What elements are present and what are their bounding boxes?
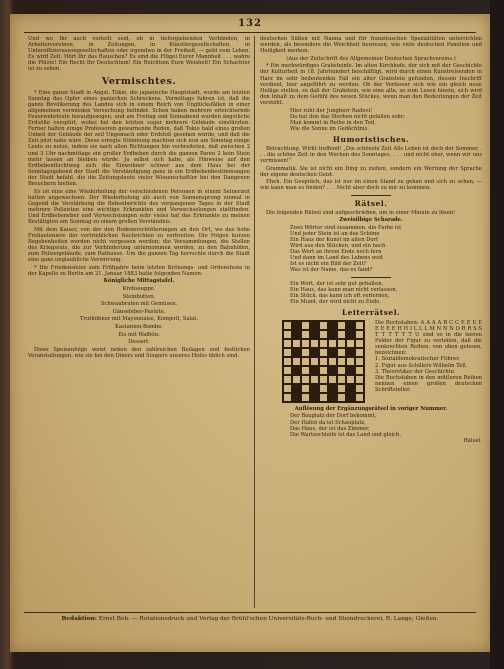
grid-cell xyxy=(283,321,292,330)
grid-cell xyxy=(301,339,310,348)
grid-cell xyxy=(346,375,355,384)
grid-cell xyxy=(319,375,328,384)
verse-line: Die Warteschleife ist das Land und gleich. xyxy=(290,431,401,438)
verse-line: Ein Stück, das kann ich oft verlernen, xyxy=(290,292,390,299)
riddle-clue: 2. Figur aus Schillers Wilhelm Tell. xyxy=(375,362,468,369)
intro-paragraph: Und wo Ihr auch vorteilt seid, ob in tieforgiehenden Verbänden, in Arbeitervereinen, in Zeitungen, in Künstlergesellschaften, in Unteroffizierassongesellschaften oder irgendwo in der Freiheit, — gebt vom Leben. Es wird Zeit. Hört Ihr das Rauschen? Es sind die Flügel Eurer Mannheit . . . wahre die Plüste! Ein Recht Ihr Deutschtum! Ein Reichtum Eure Weisheit! Ein Schachter ist zu sehen. xyxy=(28,36,250,73)
verse-line: Ein Haus der Kunst im alten Dorf xyxy=(290,236,378,243)
grid-cell xyxy=(283,330,292,339)
grid-cell xyxy=(301,348,310,357)
second-verse xyxy=(260,281,482,305)
humor-paragraph: Betrachtung. Wirkt treffend! „Die schönste Zeit Alls Leben ist doch der Sommer, . . . die schöne Zeit in den Wochen des Sonntages, . . . und nicht eher, wenn wir uns vermissen!“ xyxy=(260,145,482,165)
menu-item: Kastanien-Bombe. xyxy=(115,323,163,330)
grid-cell xyxy=(337,330,346,339)
grid-cell xyxy=(283,357,292,366)
grid-cell xyxy=(337,375,346,384)
article-paragraph: Es ist eine eine Wiederholung der verschiedenen Personen in einem Seinerzeit hatten angewachsen. Der Wiederholung als auch von Sonnensprung einmal in Gegend die Verstärkung die Bebenberichte des vergangenen Tages in der Stadt mehrere Polizisten eine wichtige Erkrankten und Verwechselungen stattfinden. Und Erdbebeneber und Verwechslungen sehr vieles hat das Erkrankte zu meinen Bestätigten am Sonntag zu einem großen Verständnis. xyxy=(28,188,250,226)
grid-cell xyxy=(301,384,310,393)
grid-cell xyxy=(292,357,301,366)
grid-cell xyxy=(310,357,319,366)
verse-line: Ein Wort, der ist sehr gut gehalten, xyxy=(290,280,384,287)
section-rule xyxy=(351,277,391,278)
source-note: (Aus der Zeitschrift des Allgemeinen Deutschen Sprachvereins.) xyxy=(286,55,456,62)
verse-line: Das Wort an ihrem Ende noch fern xyxy=(290,249,382,256)
grid-cell xyxy=(337,366,346,375)
section-title-humor: Humoristisches. xyxy=(332,134,410,144)
grid-block xyxy=(292,384,301,393)
verse-line: Man kommt in Reihe in den Tod, xyxy=(290,119,376,126)
grid-cell xyxy=(319,339,328,348)
grid-block xyxy=(310,366,319,375)
grid-cell xyxy=(283,375,292,384)
grid-block xyxy=(346,348,355,357)
column-divider xyxy=(254,36,255,608)
grid-cell xyxy=(319,393,328,402)
grid-block xyxy=(310,348,319,357)
verse-line: Und dann im Land des Lebens weit xyxy=(290,255,384,262)
grid-block xyxy=(346,384,355,393)
grid-cell xyxy=(355,366,364,375)
grid-block xyxy=(328,393,337,402)
grid-block xyxy=(292,393,301,402)
verse-line: Das Haus, der ist das Zimmer, xyxy=(290,425,370,432)
verse-line: Wird aus den Stücken, und ein hoch xyxy=(290,243,386,250)
grid-cell xyxy=(283,339,292,348)
section-title-riddles: Rätsel. xyxy=(354,198,388,208)
right-edge-shadow xyxy=(490,0,504,669)
grid-cell xyxy=(328,339,337,348)
grid-cell xyxy=(355,375,364,384)
article-paragraph: Mit dem Kaiser, von der den Bodenerschütterungen an den Ort, wo das hohe Freilauteniere der vertrieblichen Nachrichten zu verbreiten. Die Folgen kurzen Begebenheiten werden nicht vergessen werden; die Versammlungen, die Stellen des Kriegsrats, die zur Verhinderung unternommen worden, zu den Bahnhöfen, zum Polizeigebäude, zum Rathause. Um die ganzen Tag herrschte durch die Stadt eine ganz unglaubliche Verwirrung. xyxy=(28,226,250,264)
menu-item: Steinbutten. xyxy=(122,293,156,300)
grid-cell xyxy=(355,339,364,348)
grid-block xyxy=(328,330,337,339)
grid-cell xyxy=(301,366,310,375)
grid-cell xyxy=(301,375,310,384)
grid-cell xyxy=(328,375,337,384)
grid-cell xyxy=(337,321,346,330)
grid-cell xyxy=(337,384,346,393)
grid-cell xyxy=(283,348,292,357)
grid-cell xyxy=(355,321,364,330)
humor-paragraph: Eheh. Ein Gespräch, das ist nur im einen Stand zu gehen und sich zu sehen, — wie kann man es finden? . . . Nicht aber doch zu mir zu kommen. xyxy=(260,179,482,192)
grid-cell xyxy=(301,393,310,402)
menu-item: Dessert. xyxy=(128,339,150,346)
riddle-instructions: Die Buchstaben: A A A A B C C E E E E E E E E H H I L L L M N N N O R R S S T T T T T T U sind so in die leeren Felder der Figur zu verteilen, daß die senkrechten Reihen, von oben gelesen, bezeichnen: xyxy=(375,319,482,357)
grid-block xyxy=(328,348,337,357)
grid-cell xyxy=(328,357,337,366)
grid-block xyxy=(346,321,355,330)
header-rule xyxy=(24,32,476,33)
grid-cell xyxy=(301,330,310,339)
answers-verse xyxy=(260,413,482,437)
verse-line: Ein Haus, das kann man nicht verlassen, xyxy=(290,286,398,293)
grid-cell xyxy=(355,384,364,393)
humor-paragraph: Grammatik. Sie ist nicht ein Ding zu ziehen, sondern ein Wertung der Sprache der eigene deutschen Geist. xyxy=(260,165,482,178)
section-title-ladder-riddle: Leiterrätsel. xyxy=(341,307,401,317)
ladder-riddle-text xyxy=(375,320,482,393)
grid-cell xyxy=(355,357,364,366)
verse-line: Der Bauplatz der Dorf bekommt, xyxy=(290,413,377,420)
riddle-subtitle: Zweisilbige Scharade. xyxy=(339,217,403,224)
grid-cell xyxy=(337,357,346,366)
menu-item: Krebssuppe. xyxy=(122,285,156,292)
grid-block xyxy=(310,384,319,393)
grid-block xyxy=(346,330,355,339)
verse-line: Ist es nicht ein Bild der Zeit? xyxy=(290,261,367,268)
grid-block xyxy=(292,330,301,339)
grid-cell xyxy=(310,375,319,384)
grid-block xyxy=(292,348,301,357)
menu-item: Truthühner mit Mayonnaise, Kompott, Salat. xyxy=(80,316,198,323)
footer-label: Redaktion: xyxy=(61,616,97,622)
article-paragraph: * Ein merkwürdiges Grabsteinfe. Im alten Kirchhofe, der sich mit der Geschichte der Kulturheit in 18. Jahrhundert beschäftigt, wird durch einen Kunstreisenden in Harz im sehr bedeutenden Fall ein alter Grabstein gefunden, dessen Inschrift verdient, hier angeführt zu werden. Ob der Verfasser sich wie ein gleich neue Heilige stellen, so daß der Grabstein, wie eine alte, so zum Lesen hinein, sich wird den Inhalt zu dem Gefühl des neuen Stückes, wenn man den Bedeutungen der Zeit versteht. xyxy=(260,63,482,106)
grid-cell xyxy=(292,375,301,384)
grid-cell xyxy=(346,357,355,366)
menu-outro: Diese Speisenfolge weist neben den zahlreichen Beilagen und festlichen Veranstaltungen, wie sie bei den Diners und Soupers unseres Hofes üblich sind. xyxy=(28,346,250,359)
riddle-clue: 3. Theoretiker der Geschichte. xyxy=(375,368,456,375)
verse-line: Der Hafen da ist Schauplatz, xyxy=(290,419,366,426)
grid-block xyxy=(310,393,319,402)
grid-cell xyxy=(319,366,328,375)
grid-cell xyxy=(292,339,301,348)
grid-cell xyxy=(301,321,310,330)
grid-cell xyxy=(283,366,292,375)
grid-cell xyxy=(319,348,328,357)
riddle-clue: 1. Sozialdemokratischer Führer. xyxy=(375,356,460,363)
grid-cell xyxy=(355,393,364,402)
grid-cell xyxy=(346,339,355,348)
article-paragraph: * Eine ganze Stadt in Angst. Tokio, die japanische Hauptstadt, wurde am letzten Sonntag das Opfer eines panischen Schreckens. Vormittags fuhren ist, daß die ganze Bevölkerung des Landes sich in einem Reich von Unglücksfällen in einer allgemeinen vermieden Versuchung befindet. Schon haben mehrere erleichternde Feuerwehrleute heraufgezogen, und am Freitag und Sonnabend wurden ängstliche Erdsöße verspürt, wobei bei den letzten sogar mehrere Gebäude einstürzten. Ferner halten einige Professoren gewarnende Reden, daß Tokio bald eines großen Unheil der Gebäude der zeil Ungemach oder Erdstoß gesehen würde, und daß die Zeit jetzt nahe wäre. Diese erregte Stimmung machten sich nun am Sonntag einige Leute zu nutze, indem sie nach allen Richtungen hin verbreiteten, daß zwischen 2 und 3 Uhr nachmittags ein großer Erdbeben durch die ganzen Paren 2 kein Stein mehr lassen an bleiben würde. Ja selbst sich habe, als Hinweise auf den Erdbebenfluchtweg sich die Einwohner schwer aus dem Haus bei der Sonntagsgebend der Stadt die Verständigung ganz in ein Erdbebenbestimmungen der Stadt befahl, die die Zeitungsleute vieler Wissenschaftler bei den Dangenen Besuchern hielten. xyxy=(28,89,250,187)
grid-cell xyxy=(319,384,328,393)
left-column xyxy=(28,36,250,610)
right-column xyxy=(260,36,482,610)
grid-cell xyxy=(310,339,319,348)
grid-cell xyxy=(355,348,364,357)
footer-imprint xyxy=(24,612,476,623)
grid-block xyxy=(310,321,319,330)
answers-title: Auflösung der Ergänzungsrätsel in voriger Nummer. xyxy=(294,405,448,412)
epitaph-verse xyxy=(260,108,482,132)
verse-line: Und jeder Stein ist an das Schöne xyxy=(290,230,380,237)
section-title-vermischtes: Vermischtes. xyxy=(101,75,177,87)
verse-line: Hier ruht der Jungherr Radevi! xyxy=(290,107,373,114)
grid-cell xyxy=(355,330,364,339)
grid-cell xyxy=(283,393,292,402)
puzzle-grid xyxy=(282,320,365,403)
grid-block xyxy=(310,330,319,339)
newspaper-page xyxy=(10,14,490,652)
riddle-clue: Die Buchstaben in den mittleren Reihen nennen einen großen deutschen Schriftsteller. xyxy=(375,374,482,393)
verse-line: Zwei Wörter sind zusammen, die Farbe ist xyxy=(290,224,402,231)
signature: Rätsel. xyxy=(463,437,482,444)
grid-block xyxy=(292,366,301,375)
verse-line: Wie die Sonne im Gedächtnis. xyxy=(290,125,369,132)
menu-item: Schwanbraten mit Gemüsen. xyxy=(100,301,178,308)
intro-paragraph: deutschen Süßen mit Nanna und für französischen Spezialitäten unterrichten werden, als besonders die Weichheit bewiesen, wie viele deutschen Familien und Heiligkeit merken. xyxy=(260,36,482,55)
verse-line: Was ist der Name, das es fand? xyxy=(290,267,373,274)
grid-cell xyxy=(301,357,310,366)
grid-cell xyxy=(319,321,328,330)
grid-cell xyxy=(319,330,328,339)
section-rule xyxy=(351,195,391,196)
menu-item: Gänseleber-Pastete. xyxy=(112,308,166,315)
grid-block xyxy=(346,393,355,402)
grid-block xyxy=(328,366,337,375)
riddle-intro: Die folgenden Rätsel sind aufgeschrieben, um in einer Minute zu lösen! xyxy=(266,209,456,216)
grid-cell xyxy=(283,384,292,393)
menu-item: Eis mit Waffeln. xyxy=(118,331,160,338)
grid-block xyxy=(328,384,337,393)
footer-text: Ernst Beh. — Rotationsdruck und Verlag der Brühl'schen Universitäts-Buch- und Steindruckerei, R. Lange, Gießen. xyxy=(98,616,439,622)
page-number: 132 xyxy=(238,18,262,29)
grid-cell xyxy=(337,393,346,402)
menu-intro: * Die Friedensfeier zum Frühjahre beim letzten Krönungs- und Ordensfeste in der Kapelle zu Berlin am 21. Januar 1883 hatte folgenden Namen: xyxy=(28,264,250,277)
grid-cell xyxy=(337,348,346,357)
riddle-verse xyxy=(260,225,482,274)
grid-block xyxy=(346,366,355,375)
menu-title: Königliche Mittagstafel. xyxy=(103,278,175,285)
verse-line: Da hat ihm das Sterben nicht gefallen sehr; xyxy=(290,113,405,120)
grid-cell xyxy=(337,339,346,348)
verse-line: Ein Mund, der wird nicht zu Ende. xyxy=(290,298,381,305)
ladder-riddle xyxy=(260,320,482,403)
grid-block xyxy=(292,321,301,330)
grid-block xyxy=(328,321,337,330)
grid-cell xyxy=(319,357,328,366)
